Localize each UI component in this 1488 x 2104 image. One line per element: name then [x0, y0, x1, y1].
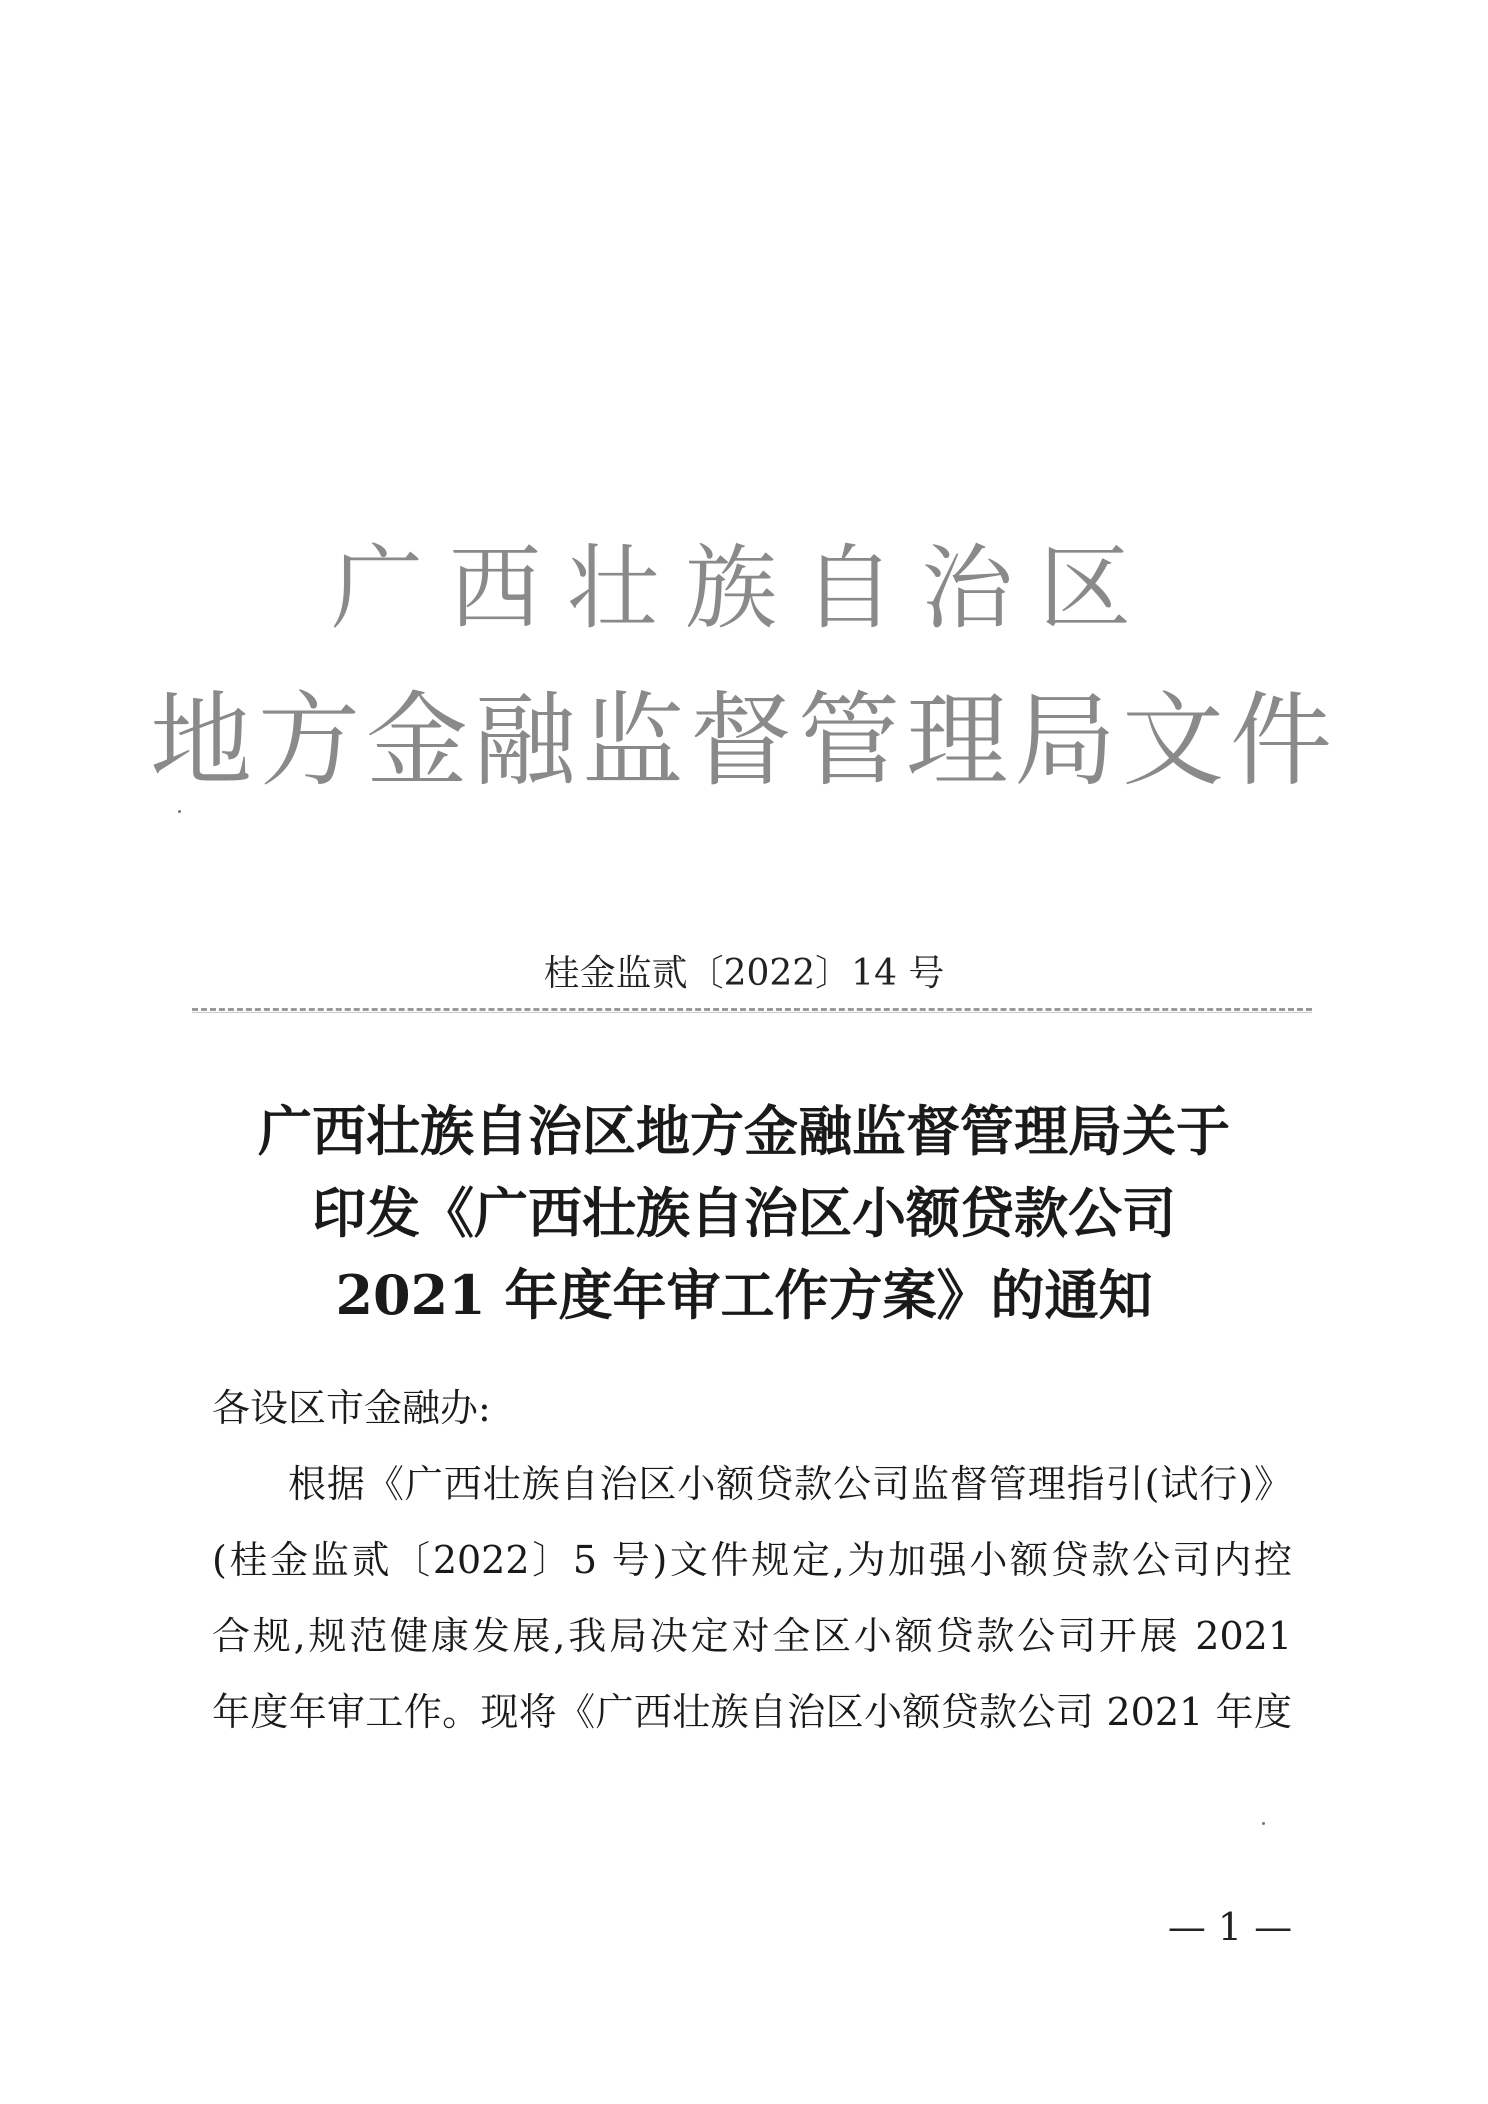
header-divider-underline — [192, 1012, 1312, 1013]
body-line-1: 根据《广西壮族自治区小额贷款公司监督管理指引(试行)》 — [288, 1462, 1292, 1506]
title-line-3: 2021 年度年审工作方案》的通知 — [335, 1263, 1153, 1327]
header-divider — [192, 1008, 1312, 1011]
scan-speck — [178, 810, 181, 813]
document-title — [0, 1090, 1488, 1336]
salutation: 各设区市金融办: — [212, 1386, 491, 1430]
page-number: — 1 — — [1167, 1905, 1293, 1949]
issuer-header-line1: 广西壮族自治区 — [330, 535, 1157, 642]
body-line-2: (桂金监贰〔2022〕5 号)文件规定,为加强小额贷款公司内控 — [212, 1538, 1292, 1582]
document-number: 桂金监贰〔2022〕14 号 — [543, 953, 945, 994]
issuer-header-line2: 地方金融监督管理局文件 — [150, 682, 1338, 801]
title-line-1: 广西壮族自治区地方金融监督管理局关于 — [258, 1099, 1230, 1163]
document-body — [212, 1370, 1292, 1750]
title-line-2: 印发《广西壮族自治区小额贷款公司 — [312, 1181, 1176, 1245]
body-line-4: 年度年审工作。现将《广西壮族自治区小额贷款公司 2021 年度 — [212, 1690, 1292, 1734]
body-line-3: 合规,规范健康发展,我局决定对全区小额贷款公司开展 2021 — [212, 1614, 1292, 1658]
scan-speck — [1262, 1822, 1265, 1825]
